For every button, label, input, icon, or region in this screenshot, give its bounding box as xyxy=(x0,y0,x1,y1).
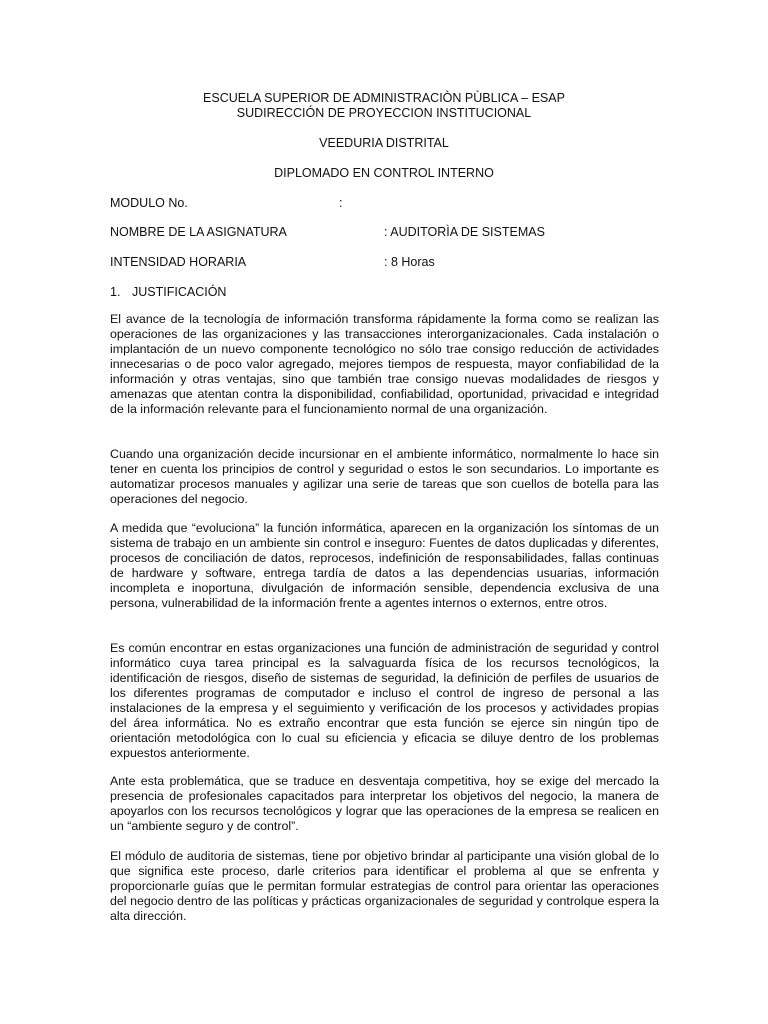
paragraph-3: A medida que “evoluciona” la función informática, aparecen en la organización los síntomas de un sistema de trabajo en un ambiente sin control e inseguro: Fuentes de datos duplicadas y diferentes, procesos de conciliación de datos, reprocesos, indefinición de responsabilidades, fallas continuas de hardware y software, entrega tardía de datos a las dependencias usuarias, información incompleta e inoportuna, divulgación de información sensible, dependencia exclusiva de una persona, vulnerabilidad de la información frente a agentes internos o externos, entre otros. xyxy=(110,521,659,610)
paragraph-2: Cuando una organización decide incursionar en el ambiente informático, normalmente lo hace sin tener en cuenta los principios de control y seguridad o estos le son secundarios. Lo importante es automatizar procesos manuales y agilizar una serie de tareas que son cuellos de botella para las operaciones del negocio. xyxy=(110,447,659,506)
paragraph-5: Ante esta problemática, que se traduce en desventaja competitiva, hoy se exige del mercado la presencia de profesionales capacitados para interpretar los objetivos del negocio, la manera de apoyarlos con los recursos tecnológicos y lograr que las operaciones de la empresa se realicen en un “ambiente seguro y de control”. xyxy=(110,774,659,833)
section-heading xyxy=(110,285,226,300)
program-title: DIPLOMADO EN CONTROL INTERNO xyxy=(274,166,494,180)
asignatura-label: NOMBRE DE LA ASIGNATURA xyxy=(110,225,287,239)
modulo-value: : xyxy=(339,196,343,210)
paragraph-1: El avance de la tecnología de información transforma rápidamente la forma como se realizan las operaciones de las organizaciones y las transacciones interorganizacionales. Cada instalación o implantación de un nuevo componente tecnológico no sólo trae consigo reducción de actividades innecesarias o de poco valor agregado, mejores tiempos de respuesta, mayor confiabilidad de la información y otras ventajas, sino que también trae consigo nuevas modalidades de riesgos y amenazas que atentan contra la disponibilidad, confiabilidad, oportunidad, privacidad e integridad de la información relevante para el funcionamiento normal de una organización. xyxy=(110,312,659,416)
modulo-label: MODULO No. xyxy=(110,196,188,210)
section-title: JUSTIFICACIÓN xyxy=(132,285,227,299)
subdirection-title: SUDIRECCIÓN DE PROYECCION INSTITUCIONAL xyxy=(236,106,532,120)
intensidad-value: : 8 Horas xyxy=(384,255,435,269)
paragraph-4: Es común encontrar en estas organizaciones una función de administración de seguridad y control informático cuya tarea principal es la salvaguarda física de los recursos tecnológicos, la identificación de riesgos, diseño de sistemas de seguridad, la definición de perfiles de usuarios de los diferentes programas de computador e incluso el control de ingreso de personal a las instalaciones de la empresa y el seguimiento y verificación de los procesos y actividades propias del área informática. No es extraño encontrar que esta función se ejerce sin ningún tipo de orientación metodológica con lo cual su eficiencia y eficacia se diluye dentro de los problemas expuestos anteriormente. xyxy=(110,641,659,760)
entity-title: VEEDURIA DISTRITAL xyxy=(319,136,449,150)
paragraph-6: El módulo de auditoria de sistemas, tiene por objetivo brindar al participante una visión global de lo que significa este proceso, darle criterios para identificar el problema al que se enfrenta y proporcionarle guías que le permitan formular estrategias de control para orientar las operaciones del negocio dentro de las políticas y prácticas organizacionales de seguridad y controlque espera la alta dirección. xyxy=(110,849,659,923)
section-number: 1. xyxy=(110,285,121,299)
institution-title: ESCUELA SUPERIOR DE ADMINISTRACIÒN PÙBLICA – ESAP xyxy=(203,91,565,105)
intensidad-label: INTENSIDAD HORARIA xyxy=(110,255,247,269)
asignatura-value: : AUDITORÌA DE SISTEMAS xyxy=(384,225,545,239)
